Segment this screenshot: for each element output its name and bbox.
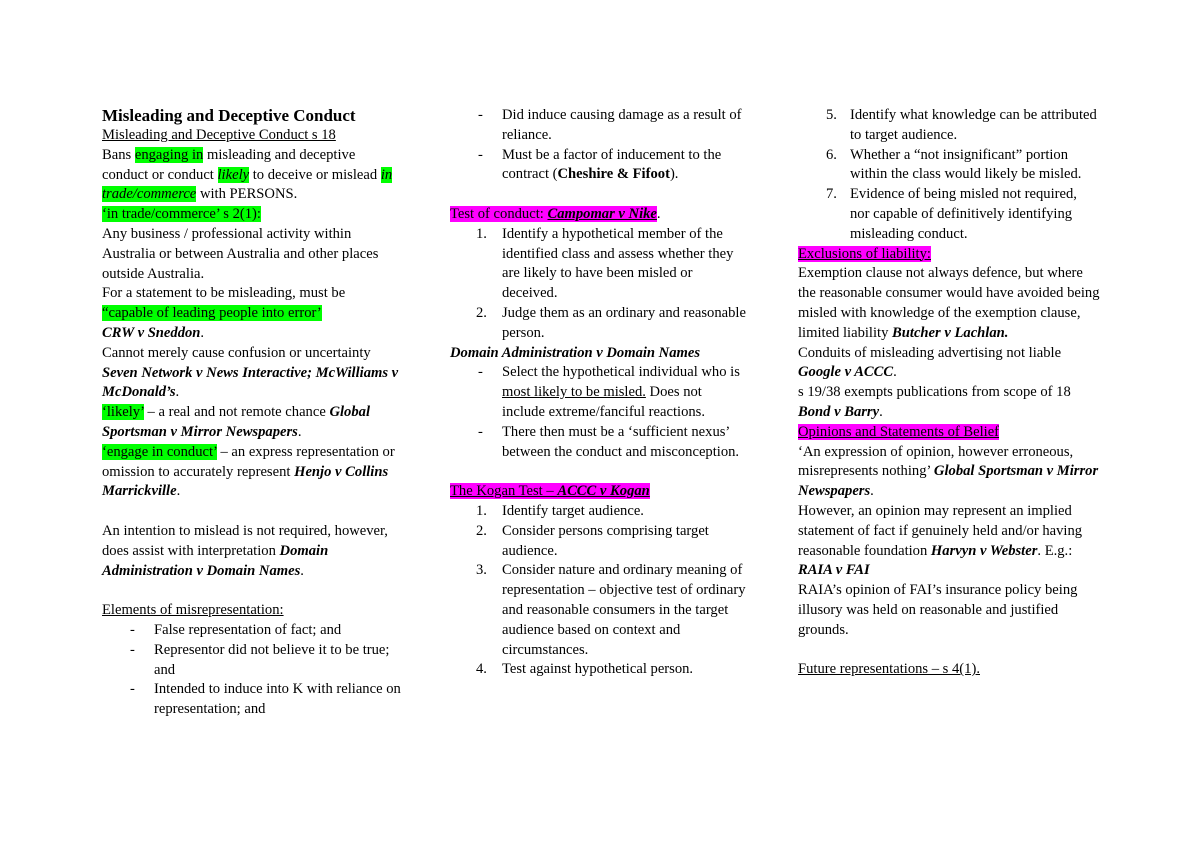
highlight-engage: ‘engage in conduct’: [102, 443, 217, 460]
text: .: [879, 403, 883, 420]
text: Whether a “not insignificant” portion within the class would likely be misled.: [850, 146, 1082, 183]
dash-marker: -: [130, 621, 135, 638]
number-marker: 6.: [826, 146, 837, 163]
intention-paragraph: [102, 522, 402, 581]
list-item: [102, 621, 402, 641]
kogan-heading-line: [450, 482, 746, 502]
list-item: [102, 641, 402, 681]
text: Intended to induce into K with reliance on representation; and: [154, 681, 401, 718]
statement-text: For a statement to be misleading, must be: [102, 285, 346, 302]
elements-heading: Elements of misrepresentation:: [102, 602, 284, 619]
list-item: [450, 225, 746, 304]
opinions-heading: Opinions and Statements of Belief: [798, 423, 1000, 440]
list-item: [798, 185, 1100, 244]
text: misleading and deceptive conduct or conduct: [102, 146, 356, 183]
text: Exemption clause not always defence, but where the reasonable consumer would have avoided being misled with knowledge of the exemption clause, limited liability: [798, 265, 1100, 341]
number-marker: 1.: [476, 502, 487, 519]
case-name: Seven Network v News Interactive; McWilliams v McDonald’s: [102, 364, 399, 401]
raia-paragraph: RAIA’s opinion of FAI’s insurance policy being illusory was held on reasonable and justified grounds.: [798, 582, 1078, 638]
case-name: RAIA v FAI: [798, 562, 870, 579]
list-item: [450, 363, 746, 422]
number-marker: 2.: [476, 304, 487, 321]
exemption-paragraph: [798, 264, 1100, 343]
dash-marker: -: [130, 681, 135, 698]
crw-line: [102, 324, 402, 344]
number-marker: 3.: [476, 562, 487, 579]
text: False representation of fact; and: [154, 621, 342, 638]
list-item: [450, 304, 746, 344]
case-name: ACCC v Kogan: [557, 483, 650, 500]
case-name: Google v ACCC: [798, 364, 894, 381]
text: .: [200, 324, 205, 341]
text: Consider persons comprising target audience.: [502, 522, 709, 559]
opinions-heading-line: [798, 423, 1100, 443]
text: .: [870, 483, 874, 500]
trade-heading-line: [102, 205, 402, 225]
number-marker: 7.: [826, 186, 837, 203]
text: There then must be a ‘sufficient nexus’ between the conduct and misconception.: [502, 423, 740, 460]
test-heading-line: [450, 205, 746, 225]
doc-title: Misleading and Deceptive Conduct: [102, 106, 356, 125]
text: Judge them as an ordinary and reasonable person.: [502, 304, 746, 341]
bans-paragraph: [102, 146, 402, 205]
text: Select the hypothetical individual who is: [502, 364, 740, 381]
test-heading: [450, 206, 657, 222]
text: Must be a factor of inducement to the contract (: [502, 146, 722, 183]
likely-paragraph: [102, 403, 402, 443]
case-name: Global Sportsman v Mirror Newspapers: [102, 404, 370, 440]
exclusions-heading-line: [798, 245, 1100, 265]
text: – an express representation or omission to accurately represent: [102, 443, 395, 480]
text: Identify a hypothetical member of the identified class and assess whether they are likely to have been misled or deceived.: [502, 225, 734, 302]
highlight-likely-term: ‘likely’: [102, 404, 144, 421]
text: .: [175, 384, 180, 401]
list-item: [450, 561, 746, 660]
case-name: Butcher v Lachlan.: [892, 324, 1009, 341]
text: Evidence of being misled not required, nor capable of definitively identifying misleading conduct.: [850, 186, 1077, 242]
text: .: [893, 364, 897, 381]
dash-marker: -: [478, 423, 483, 440]
spacer: [450, 185, 746, 205]
list-item: [798, 146, 1100, 186]
column-1: [102, 106, 402, 720]
text: Conduits of misleading advertising not liable: [798, 344, 1062, 361]
text: ).: [669, 166, 679, 183]
case-name: Global Sportsman v Mirror Newspapers: [798, 463, 1099, 500]
highlight-engaging: engaging in: [134, 146, 204, 163]
text: Does not include extreme/fanciful reactions.: [502, 384, 706, 420]
text: .: [176, 483, 181, 500]
text: Cannot merely cause confusion or uncertainty: [102, 344, 371, 361]
text: . E.g.:: [1037, 542, 1073, 559]
spacer: [102, 502, 402, 522]
trade-text: Any business / professional activity within Australia or between Australia and other places outside Australia.: [102, 225, 379, 282]
s1938-paragraph: [798, 383, 1100, 423]
text: Representor did not believe it to be true; and: [154, 641, 390, 678]
spacer: [798, 641, 1100, 661]
dash-marker: -: [130, 641, 135, 658]
text: Bans: [102, 146, 135, 163]
domain-heading: Domain Administration v Domain Names: [450, 344, 701, 361]
case-name: Henjo v Collins Marrickville: [102, 463, 389, 500]
opinion-paragraph: [798, 443, 1100, 502]
list-item: [450, 146, 746, 186]
text: The Kogan Test –: [450, 483, 558, 500]
dash-marker: -: [478, 146, 483, 163]
conduits-paragraph: [798, 344, 1100, 384]
dash-marker: -: [478, 364, 483, 381]
text: However, an opinion may represent an implied statement of fact if genuinely held and/or having reasonable foundation: [798, 502, 1083, 559]
text: Consider nature and ordinary meaning of representation – objective test of ordinary and reasonable consumers in the target audience based on context and circumstances.: [502, 562, 746, 658]
number-marker: 4.: [476, 661, 487, 678]
future-heading: Future representations – s 4(1).: [798, 661, 980, 678]
highlight-trade: in trade/commerce: [102, 166, 393, 203]
cannot-paragraph: [102, 344, 402, 403]
dash-marker: -: [478, 107, 483, 123]
text: An intention to mislead is not required, however, does assist with interpretation: [102, 522, 388, 559]
list-item: [450, 423, 746, 463]
underlined-text: most likely to be misled.: [502, 384, 646, 401]
text: .: [300, 562, 304, 579]
case-name: CRW v Sneddon: [102, 324, 201, 341]
case-name: Campomar v Nike: [547, 205, 657, 222]
number-marker: 5.: [826, 107, 837, 123]
list-item: [450, 660, 746, 680]
trade-heading: ‘in trade/commerce’ s 2(1):: [102, 206, 261, 223]
text: s 19/38 exempts publications from scope of 18: [798, 384, 1071, 401]
text: .: [656, 205, 661, 222]
engage-paragraph: [102, 443, 402, 502]
statement-highlight: “capable of leading people into error’: [102, 305, 322, 322]
case-name: Domain Administration v Domain Names: [102, 542, 329, 579]
text: Test against hypothetical person.: [502, 661, 694, 678]
list-item: [798, 106, 1100, 146]
list-item: [450, 502, 746, 522]
however-paragraph: [798, 502, 1100, 561]
spacer: [102, 581, 402, 601]
case-name: Bond v Barry: [798, 403, 880, 420]
text: to deceive or mislead: [249, 166, 381, 183]
number-marker: 2.: [476, 522, 487, 539]
case-name: Harvyn v Webster: [930, 542, 1038, 559]
spacer: [450, 462, 746, 482]
list-item: [450, 106, 746, 146]
column-2: [450, 106, 746, 680]
list-item: [102, 680, 402, 720]
statement-hl-line: [102, 304, 402, 324]
text: Test of conduct:: [450, 205, 548, 222]
text: Did induce causing damage as a result of reliance.: [502, 107, 742, 143]
text: – a real and not remote chance: [143, 404, 330, 421]
number-marker: 1.: [476, 225, 487, 242]
text: ‘An expression of opinion, however erroneous, misrepresents nothing’: [798, 443, 1074, 480]
text: .: [297, 423, 302, 440]
list-item: [450, 522, 746, 562]
text: Identify target audience.: [502, 502, 644, 519]
case-name: Cheshire & Fifoot: [557, 166, 670, 183]
exclusions-heading: Exclusions of liability:: [798, 245, 931, 262]
highlight-likely: likely: [217, 166, 250, 183]
text: with PERSONS.: [196, 186, 298, 203]
column-3: [798, 106, 1100, 680]
section-subtitle: Misleading and Deceptive Conduct s 18: [102, 127, 336, 143]
text: Identify what knowledge can be attributed to target audience.: [850, 107, 1097, 143]
kogan-heading: [450, 483, 650, 499]
